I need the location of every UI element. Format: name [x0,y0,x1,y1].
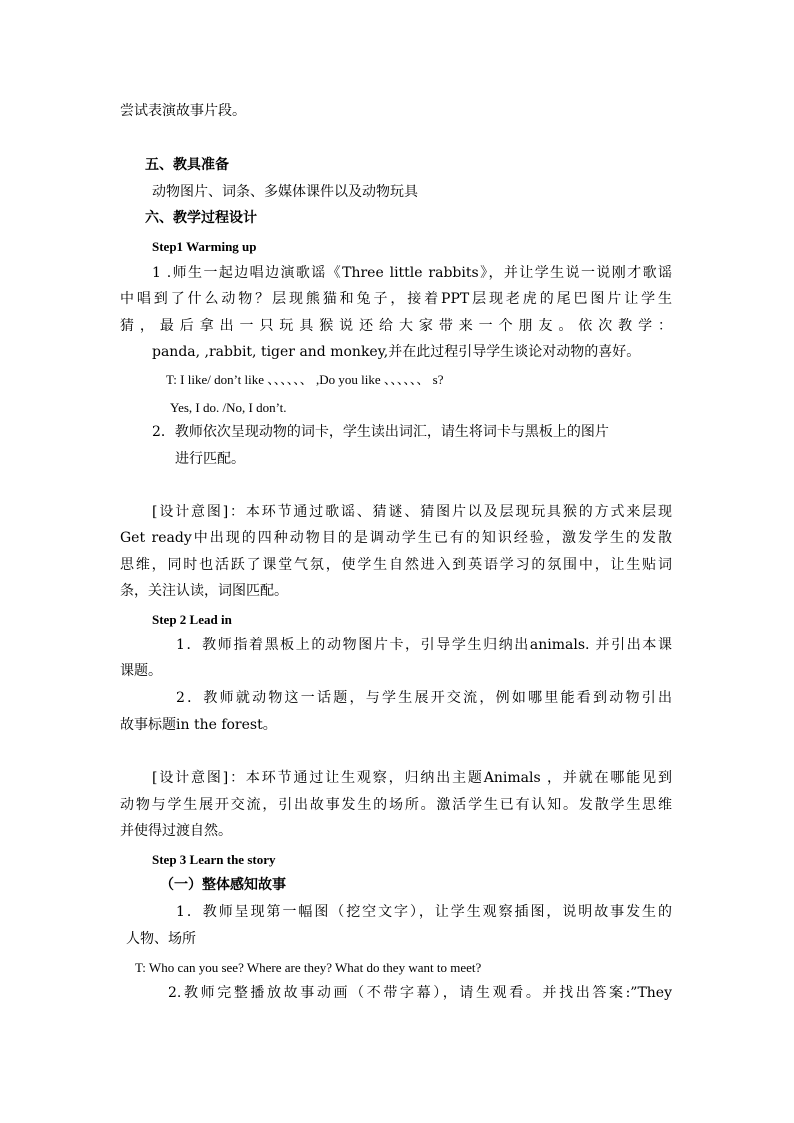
paragraph-line: 故事标题in the forest。 [120,717,277,733]
step-heading: Step 2 Lead in [152,612,232,627]
paragraph-line: 条，关注认读，词图匹配。 [120,583,288,599]
design-intent-line: [设计意图]：本环节通过歌谣、猜谜、猜图片以及层现玩具猴的方式来层现 [152,504,672,520]
dialogue-line: T: Who can you see? Where are they? What do they want to meet? [135,960,482,975]
paragraph-line: 人物、场所 [126,931,196,947]
paragraph-line: 2．教师就动物这一话题，与学生展开交流，例如哪里能看到动物引出 [176,690,672,706]
paragraph-line: 中唱到了什么动物？层现熊猫和兔子，接着PPT层现老虎的尾巴图片让学生 [120,291,672,307]
paragraph-line: 课题。 [120,663,162,679]
paragraph-line: panda, ,rabbit, tiger and monkey,并在此过程引导学生谈论对动物的喜好。 [152,344,641,360]
paragraph-line: 1．教师呈现第一幅图（挖空文字），让学生观察插图，说明故事发生的 [176,904,672,920]
section-heading: 五、教具准备 [145,157,229,173]
paragraph-line: 尝试表演故事片段。 [120,103,246,119]
paragraph-line: 猜，最后拿出一只玩具猴说还给大家带来一个朋友。依次教学： [120,318,672,334]
paragraph-line: 2．教师依次呈现动物的词卡，学生读出词汇，请生将词卡与黑板上的图片 [152,424,609,440]
paragraph-line: 1．教师指着黑板上的动物图片卡，引导学生归纳出animals. 并引出本课 [176,637,672,653]
paragraph-line: 2.教师完整播放故事动画（不带字幕），请生观看。并找出答案:”They [168,985,672,1001]
paragraph-line: 进行匹配。 [175,451,245,467]
paragraph-line: Get ready中出现的四种动物目的是调动学生已有的知识经验，激发学生的发散 [120,530,672,546]
dialogue-line: Yes, I do. /No, I don’t. [170,400,287,415]
paragraph-line: 思维，同时也活跃了课堂气氛，使学生自然进入到英语学习的氛围中，让生贴词 [120,557,672,573]
section-heading: 六、教学过程设计 [145,210,257,226]
step-heading: Step1 Warming up [152,239,257,254]
paragraph-line: 动物与学生展开交流，引出故事发生的场所。激活学生已有认知。发散学生思维 [120,797,672,813]
step-heading: Step 3 Learn the story [152,852,276,867]
dialogue-line: T: I like/ don’t like 、、、、、、 ,Do you like 、、、、、、 s? [166,372,444,387]
paragraph-line: 1 .师生一起边唱边演歌谣《Three little rabbits》，并让学生说一说刚才歌谣 [152,265,672,281]
design-intent-line: [设计意图]：本环节通过让生观察，归纳出主题Animals ，并就在哪能见到 [152,770,672,786]
paragraph-line: 并使得过渡自然。 [120,823,232,839]
paragraph-line: 动物图片、词条、多媒体课件以及动物玩具 [152,184,418,200]
subsection-heading: （一）整体感知故事 [160,877,286,893]
